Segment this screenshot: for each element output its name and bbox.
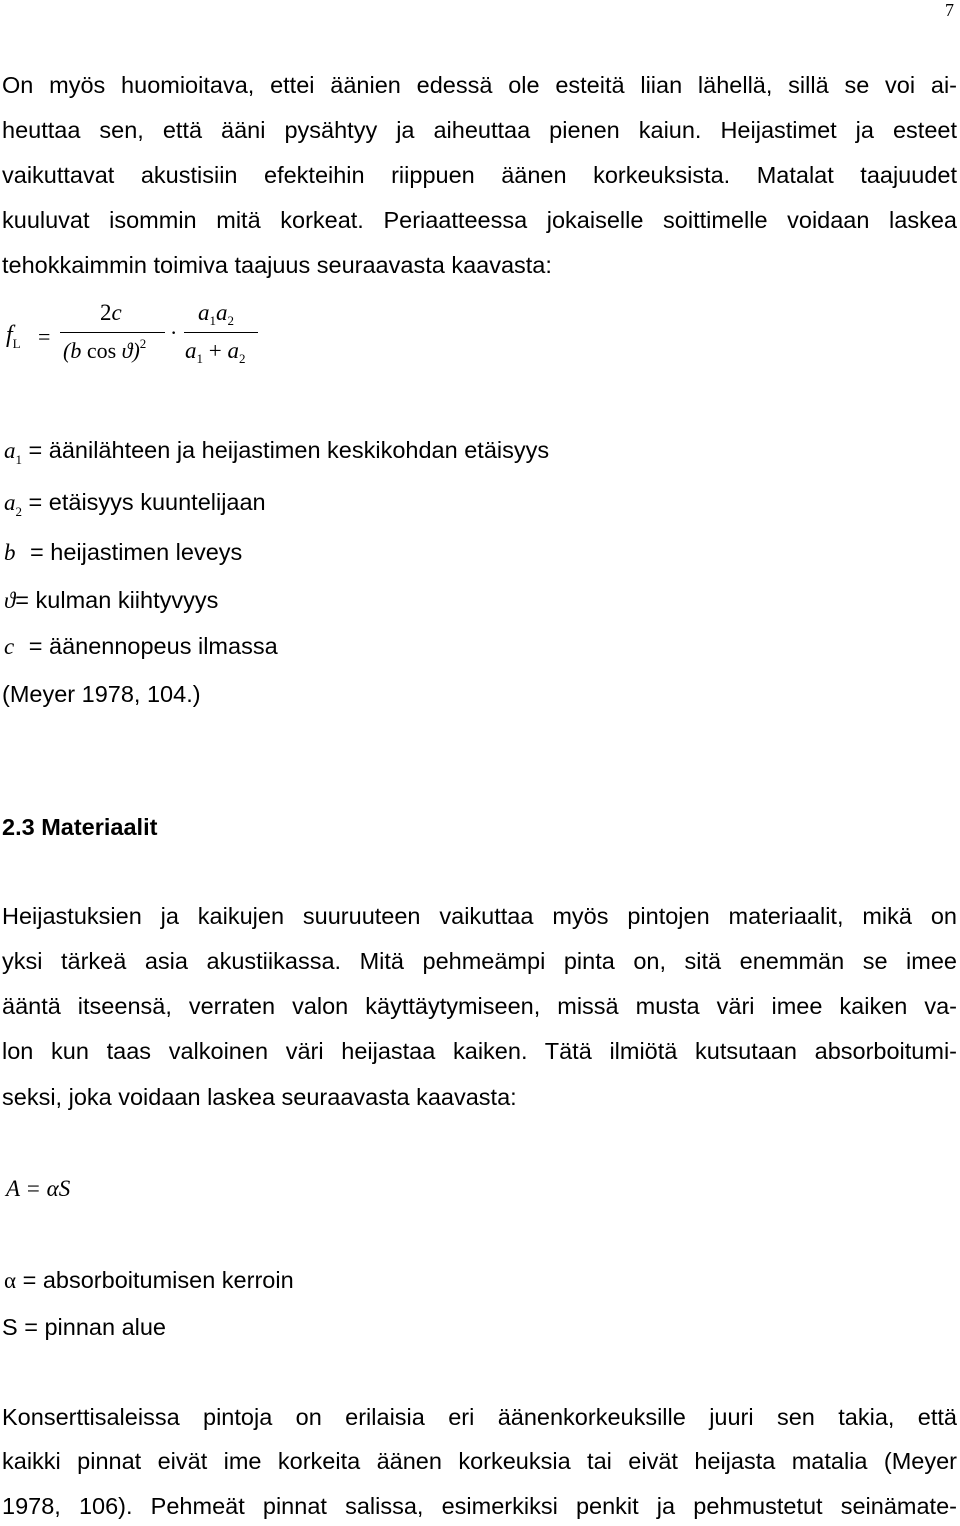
citation: (Meyer 1978, 104.) xyxy=(2,681,201,707)
page-number: 7 xyxy=(945,0,954,20)
definition-a2: $a_2$ = etäisyys kuuntelijaan xyxy=(4,489,266,519)
paragraph-line: ääntä itseensä, verraten valon käyttäytymiseen, missä musta väri imee kaiken va- xyxy=(2,993,957,1019)
formula-equals: = xyxy=(38,324,51,349)
paragraph-line: On myös huomioitava, ettei äänien edessä ole esteitä liian lähellä, sillä se voi ai- xyxy=(2,72,957,98)
paragraph-line: heuttaa sen, että ääni pysähtyy ja aiheuttaa pienen kaiun. Heijastimet ja esteet xyxy=(2,117,957,143)
definition-alpha: α = absorboitumisen kerroin xyxy=(4,1267,294,1293)
paragraph-line: seksi, joka voidaan laskea seuraavasta kaavasta: xyxy=(2,1084,517,1110)
paragraph-line: tehokkaimmin toimiva taajuus seuraavasta kaavasta: xyxy=(2,252,552,278)
formula-fraction1-denominator: (b cos ϑ)$^2$ xyxy=(63,336,147,363)
formula-fraction1-numerator: 2c xyxy=(100,300,122,325)
definition-c: c = äänennopeus ilmassa xyxy=(4,633,278,659)
formula-dot: · xyxy=(170,320,178,345)
fraction2-bar xyxy=(184,332,258,333)
section-heading: 2.3 Materiaalit xyxy=(2,814,158,840)
paragraph-line: Heijastuksien ja kaikujen suuruuteen vaikuttaa myös pintojen materiaalit, mikä on xyxy=(2,903,957,929)
paragraph-line: kaikki pinnat eivät ime korkeita äänen korkeuksia tai eivät heijasta matalia (Meyer xyxy=(2,1448,957,1474)
definition-s: S = pinnan alue xyxy=(2,1314,166,1340)
paragraph-line: kuuluvat isommin mitä korkeat. Periaatteessa jokaiselle soittimelle voidaan laskea xyxy=(2,207,957,233)
definition-a1: $a_1$ = äänilähteen ja heijastimen keskikohdan etäisyys xyxy=(4,437,550,467)
formula-fraction2-numerator: $a_1a_2$ xyxy=(198,300,234,328)
definition-theta: ϑ= kulman kiihtyvyys xyxy=(4,587,219,613)
paragraph-line: 1978, 106). Pehmeät pinnat salissa, esimerkiksi penkit ja pehmustetut seinämate- xyxy=(2,1493,957,1519)
formula-lhs: $f_L$ xyxy=(6,322,21,351)
formula-fraction2-denominator: $a_1 + a_2$ xyxy=(185,338,246,366)
fraction1-bar xyxy=(60,332,165,333)
definition-b: b = heijastimen leveys xyxy=(4,539,243,565)
paragraph-line: Konserttisaleissa pintoja on erilaisia eri äänenkorkeuksille juuri sen takia, että xyxy=(2,1404,957,1430)
paragraph-line: vaikuttavat akustisiin efekteihin riippuen äänen korkeuksista. Matalat taajuudet xyxy=(2,162,957,188)
paragraph-line: lon kun taas valkoinen väri heijastaa kaiken. Tätä ilmiötä kutsutaan absorboitumi- xyxy=(2,1038,957,1064)
paragraph-line: yksi tärkeä asia akustiikassa. Mitä pehmeämpi pinta on, sitä enemmän se imee xyxy=(2,948,957,974)
absorption-formula: A = αS xyxy=(6,1176,71,1201)
